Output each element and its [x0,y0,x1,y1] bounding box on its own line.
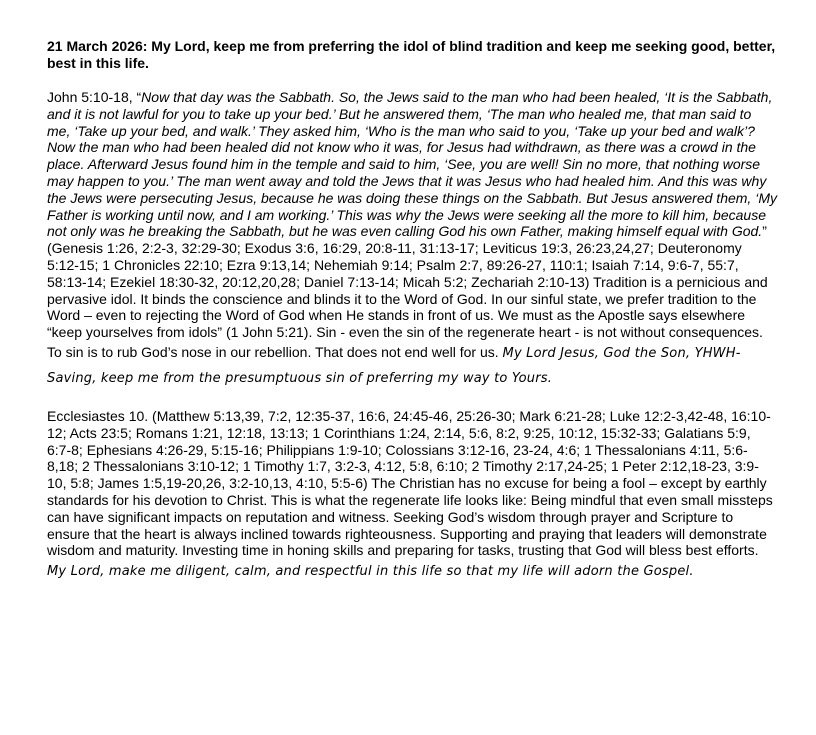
document-page [47,38,777,584]
paragraph-ecclesiastes-10 [47,408,777,584]
paragraph-body: ” (Genesis 1:26, 2:2-3, 32:29-30; Exodus 3:6, 16:29, 20:8-11, 31:13-17; Leviticus 19:3, 26:23,24,27; Deuteronomy 5:12-15; 1 Chronicles 22:10; Ezra 9:13,14; Nehemiah 9:14; Psalm 2:7, 89:26-27, 110:1; Isaiah 7:14, 9:6-7, 55:7, 58:13-14; Ezekiel 18:30-32, 20:12,20,28; Daniel 7:13-14; Micah 5:2; Zechariah 2:10-13) Tradition is a pernicious and pervasive idol. It binds the conscience and blinds it to the Word of God. In our sinful state, we prefer tradition to the Word – even to rejecting the Word of God when He stands in front of us. We must as the Apostle says elsewhere “keep yourselves from idols” (1 John 5:21). Sin - even the sin of the regenerate heart - is not without consequences. To sin is to rub God’s nose in our rebellion. That does not end well for us. [47,223,768,360]
scripture-quote: Now that day was the Sabbath. So, the Jews said to the man who had been healed, ‘It is the Sabbath, and it is not lawful for you to take up your bed.’ But he answered them, ‘The man who healed me, that man said to me, ‘Take up your bed, and walk.’ They asked him, ‘Who is the man who said to you, ‘Take up your bed and walk’? Now the man who had been healed did not know who it was, for Jesus had withdrawn, as there was a crowd in the place. Afterward Jesus found him in the temple and said to him, ‘See, you are well! Sin no more, that nothing worse may happen to you.’ The man went away and told the Jews that it was Jesus who had healed him. And this was why the Jews were persecuting Jesus, because he was doing these things on the Sabbath. But Jesus answered them, ‘My Father is working until now, and I am working.’ This was why the Jews were seeking all the more to kill him, because not only was he breaking the Sabbath, but he was even calling God his own Father, making himself equal with God. [47,89,777,240]
paragraph-body: Ecclesiastes 10. (Matthew 5:13,39, 7:2, 12:35-37, 16:6, 24:45-46, 25:26-30; Mark 6:21-28; Luke 12:2-3,42-48, 16:10-12; Acts 23:5; Romans 1:21, 12:18, 13:13; 1 Corinthians 1:24, 2:14, 5:6, 8:2, 9:25, 10:12, 15:32-33; Galatians 5:9, 6:7-8; Ephesians 4:26-29, 5:15-16; Philippians 1:9-10; Colossians 3:12-16, 23-24, 4:6; 1 Thessalonians 4:11, 5:6-8,18; 2 Thessalonians 3:10-12; 1 Timothy 1:7, 3:2-3, 4:12, 5:8, 6:10; 2 Timothy 2:17,24-25; 1 Peter 2:12,18-23, 3:9-10, 5:8; James 1:5,19-20,26, 3:2-10,13, 4:10, 5:5-6) The Christian has no excuse for being a fool – except by earthly standards for his devotion to Christ. This is what the regenerate life looks like: Being mindful that even small missteps can have significant impacts on reputation and witness. Seeking God’s wisdom through prayer and Scripture to ensure that the heart is always inclined towards righteousness. Supporting and praying that leaders will demonstrate wisdom and maturity. Investing time in honing skills and preparing for tasks, trusting that God will bless best efforts. [47,407,773,559]
prayer-text: My Lord, make me diligent, calm, and respectful in this life so that my life will adorn the Gospel. [47,564,694,580]
paragraph-john-5 [47,89,777,391]
scripture-reference-lead: John 5:10-18, “ [47,89,142,105]
document-title: 21 March 2026: My Lord, keep me from preferring the idol of blind tradition and keep me seeking good, better, best in this life. [47,38,776,71]
prayer-text: My Lord Jesus, God the Son, YHWH-Saving, keep me from the presumptuous sin of preferring my way to Yours. [47,345,741,386]
